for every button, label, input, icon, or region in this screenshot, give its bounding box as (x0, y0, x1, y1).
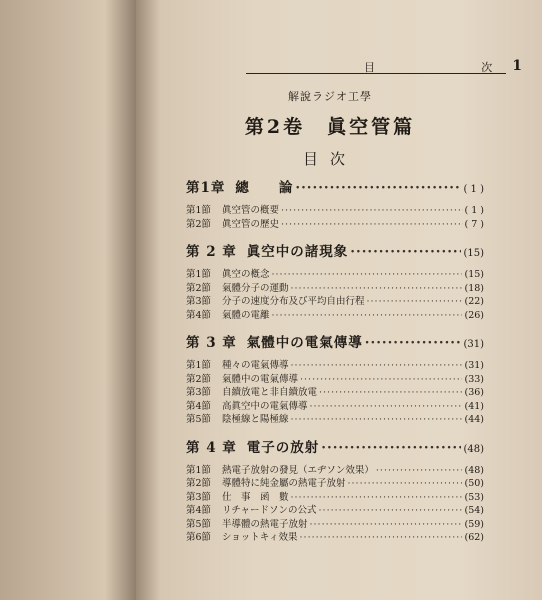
running-head-left: 目 (364, 60, 375, 74)
dot-leader (281, 219, 462, 230)
section-label: 第3節 (186, 491, 212, 502)
chapter-page-ref: ( 1 ) (463, 184, 484, 195)
dot-leader (350, 244, 461, 260)
section-entry[interactable] (186, 293, 484, 307)
section-page-ref: (54) (464, 505, 484, 516)
section-title: 氣體の電離 (222, 309, 270, 320)
chapter-title: 總 論 (235, 180, 294, 196)
section-label: 第2節 (186, 478, 212, 489)
table-of-contents (186, 176, 484, 554)
section-page-ref: ( 1 ) (464, 205, 484, 216)
section-entry[interactable] (186, 475, 484, 489)
section-entry[interactable] (186, 529, 484, 543)
section-entry[interactable] (186, 411, 484, 425)
dot-leader (281, 205, 462, 216)
section-title: リチャードソンの公式 (222, 505, 317, 516)
section-page-ref: (53) (464, 491, 484, 502)
section-page-ref: (26) (464, 309, 484, 320)
dot-leader (365, 335, 462, 351)
dot-leader (319, 387, 462, 398)
section-title: 熱電子放射の發見（エヂソン效果） (222, 464, 374, 475)
chapter-page-ref: (15) (463, 248, 484, 259)
running-head-title (246, 59, 506, 74)
section-title: 陰極線と陽極線 (222, 414, 289, 425)
section-title: 眞空管の歷史 (222, 218, 280, 229)
section-label: 第3節 (186, 387, 212, 398)
section-entry[interactable] (186, 516, 484, 530)
section-page-ref: (31) (464, 360, 484, 371)
section-title: 導體特に純金屬の熱電子放射 (222, 478, 346, 489)
dot-leader (319, 505, 463, 516)
section-page-ref: (41) (464, 400, 484, 411)
dot-leader (291, 360, 463, 371)
dot-leader (321, 440, 461, 456)
section-page-ref: ( 7 ) (464, 218, 484, 229)
chapter-title: 眞空中の諸現象 (246, 244, 349, 260)
dot-leader (300, 374, 462, 385)
section-label: 第1節 (186, 205, 212, 216)
section-entry[interactable] (186, 502, 484, 516)
volume-title: 第2卷 眞空管篇 (244, 116, 416, 138)
section-title: ショットキィ效果 (222, 532, 298, 543)
dot-leader (272, 269, 463, 280)
section-page-ref: (22) (464, 296, 484, 307)
section-label: 第2節 (186, 218, 212, 229)
section-label: 第1節 (186, 464, 212, 475)
section-label: 第2節 (186, 282, 212, 293)
section-page-ref: (59) (464, 518, 484, 529)
section-page-ref: (18) (464, 282, 484, 293)
section-entry[interactable] (186, 371, 484, 385)
section-title: 高眞空中の電氣傳導 (222, 400, 308, 411)
section-entry[interactable] (186, 357, 484, 371)
chapter-page-ref: (31) (463, 339, 484, 350)
section-label: 第6節 (186, 532, 212, 543)
section-label: 第3節 (186, 296, 212, 307)
section-page-ref: (62) (464, 532, 484, 543)
chapter-entry[interactable] (186, 240, 484, 260)
section-title: 自續放電と非自續放電 (222, 387, 318, 398)
section-title: 分子の速度分布及び平均自由行程 (222, 296, 365, 307)
running-head (246, 58, 522, 74)
section-entry[interactable] (186, 489, 484, 503)
section-label: 第5節 (186, 518, 212, 529)
section-entry[interactable] (186, 280, 484, 294)
toc-heading: 目次 (302, 150, 357, 168)
chapter-entry[interactable] (186, 176, 484, 196)
series-title: 解說ラジオ工學 (288, 90, 372, 103)
chapter-group (186, 331, 484, 425)
chapter-title: 氣體中の電氣傳導 (246, 335, 363, 351)
section-label: 第4節 (186, 309, 212, 320)
section-page-ref: (36) (464, 387, 484, 398)
section-title: 仕 事 函 數 (222, 491, 289, 502)
section-title: 種々の電氣傳導 (222, 360, 289, 371)
dot-leader (291, 492, 463, 503)
dot-leader (295, 180, 461, 196)
section-page-ref: (44) (464, 414, 484, 425)
chapter-label: 第 3 章 (186, 335, 237, 351)
chapter-title: 電子の放射 (246, 439, 320, 456)
section-label: 第4節 (186, 400, 212, 411)
section-title: 氣體分子の運動 (222, 282, 289, 293)
section-entry[interactable] (186, 384, 484, 398)
section-entry[interactable] (186, 266, 484, 280)
chapter-group (186, 176, 484, 229)
section-page-ref: (48) (464, 464, 484, 475)
section-title: 氣體中の電氣傳導 (222, 373, 299, 384)
section-page-ref: (50) (464, 478, 484, 489)
chapter-entry[interactable] (186, 436, 484, 456)
dot-leader (291, 283, 463, 294)
dot-leader (310, 519, 463, 530)
section-entry[interactable] (186, 202, 484, 216)
chapter-entry[interactable] (186, 331, 484, 351)
section-title: 眞空管の槪要 (222, 205, 280, 216)
chapter-page-ref: (48) (463, 443, 484, 455)
section-entry[interactable] (186, 462, 484, 476)
chapter-label: 第1章 (186, 180, 226, 196)
dot-leader (348, 478, 463, 489)
section-title: 半導體の熱電子放射 (222, 518, 308, 529)
section-label: 第4節 (186, 505, 212, 516)
section-label: 第1節 (186, 269, 212, 280)
dot-leader (272, 310, 463, 321)
chapter-group (186, 240, 484, 320)
dot-leader (367, 296, 463, 307)
section-page-ref: (33) (464, 373, 484, 384)
section-entry[interactable] (186, 307, 484, 321)
section-label: 第2節 (186, 373, 212, 384)
section-entry[interactable] (186, 216, 484, 230)
dot-leader (310, 401, 463, 412)
chapter-group (186, 436, 484, 543)
chapter-label: 第 4 章 (186, 439, 237, 456)
dot-leader (376, 465, 463, 476)
section-label: 第5節 (186, 414, 212, 425)
section-page-ref: (15) (464, 269, 484, 280)
chapter-label: 第 2 章 (186, 244, 237, 260)
section-entry[interactable] (186, 398, 484, 412)
page-number: 1 (512, 58, 522, 74)
running-head-right: 次 (481, 60, 493, 74)
section-title: 眞空の槪念 (222, 269, 270, 280)
section-label: 第1節 (186, 360, 212, 371)
dot-leader (300, 532, 463, 543)
dot-leader (291, 414, 463, 425)
